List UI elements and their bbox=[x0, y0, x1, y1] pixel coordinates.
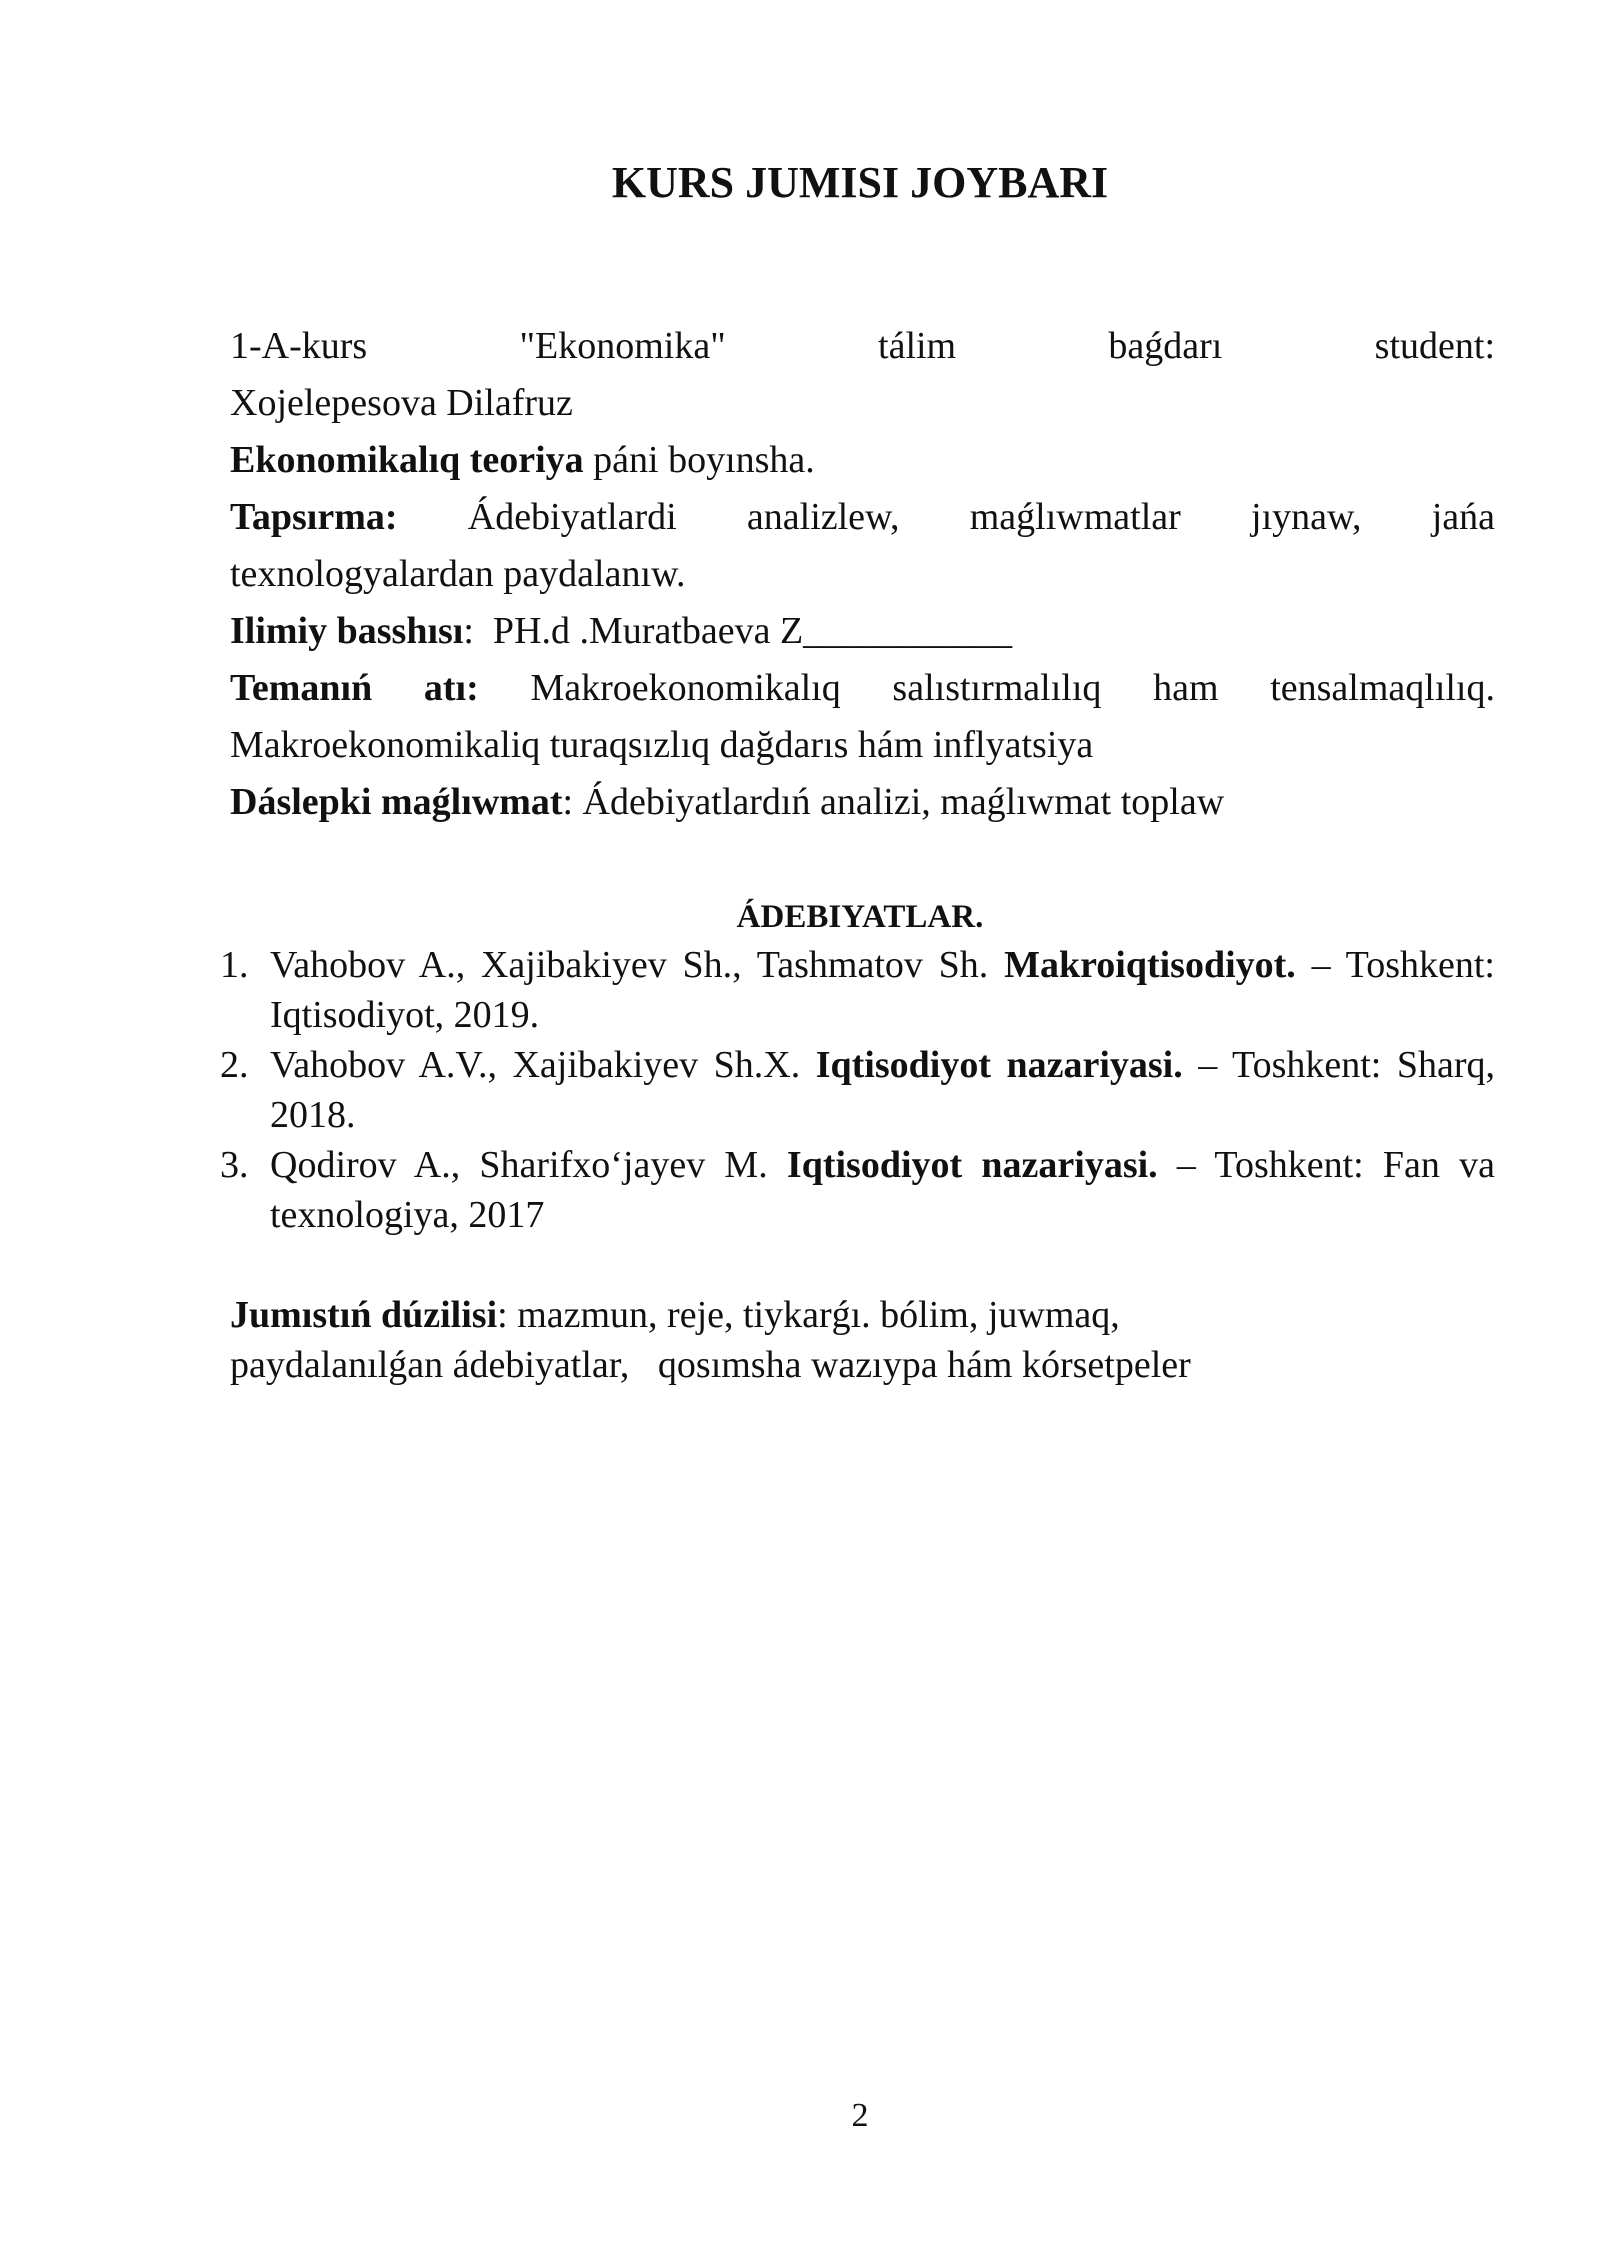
task-line-1 bbox=[230, 489, 1495, 546]
reference-authors: Vahobov A.V., Xajibakiyev Sh.X. bbox=[270, 1044, 816, 1086]
reference-title: Makroiqtisodiyot. bbox=[1004, 944, 1296, 986]
reference-authors: Qodirov A., Sharifxo‘jayev M. bbox=[270, 1144, 787, 1186]
reference-number: 2. bbox=[220, 1044, 249, 1086]
page-title: KURS JUMISI JOYBARI bbox=[611, 158, 1109, 207]
reference-item bbox=[220, 1040, 1495, 1140]
task-line-2: texnologyalardan paydalanıw. bbox=[230, 553, 686, 595]
task-label: Tapsırma: bbox=[230, 496, 398, 538]
references-heading: ÁDEBIYATLAR. bbox=[736, 899, 984, 935]
advisor-name: : PH.d .Muratbaeva Z___________ bbox=[463, 610, 1013, 652]
subject-name: Ekonomikalıq teoriya bbox=[230, 439, 584, 481]
theme-line bbox=[230, 660, 1495, 774]
reference-title: Iqtisodiyot nazariyasi. bbox=[786, 1144, 1158, 1186]
reference-publisher: – Toshkent: Iqtisodiyot, 2019. bbox=[270, 944, 1495, 1036]
specialty-word: "Ekonomika" bbox=[519, 325, 726, 367]
reference-number: 3. bbox=[220, 1144, 249, 1186]
theme-line-2: Makroekonomikaliq turaqsızlıq dağdarıs hám inflyatsiya bbox=[230, 724, 1094, 766]
student-line bbox=[230, 318, 1495, 432]
reference-number: 1. bbox=[220, 944, 249, 986]
reference-item bbox=[220, 940, 1495, 1040]
reference-authors: Vahobov A., Xajibakiyev Sh., Tashmatov Sh. bbox=[270, 944, 1005, 986]
course-word: 1-A-kurs bbox=[230, 325, 368, 367]
theme-line-1 bbox=[230, 660, 1495, 717]
structure-label: Jumıstıń dúzilisi bbox=[230, 1294, 498, 1336]
reference-item bbox=[220, 1140, 1495, 1240]
page-number: 2 bbox=[851, 2097, 869, 2134]
course-line bbox=[230, 318, 1495, 375]
subject-rest: páni boyınsha. bbox=[583, 439, 815, 481]
student-name: Xojelepesova Dilafruz bbox=[230, 382, 573, 424]
advisor-label: Ilimiy basshısı bbox=[230, 610, 464, 652]
reference-publisher: – Toshkent: Fan va texnologiya, 2017 bbox=[270, 1144, 1495, 1236]
theme-label: Temanıń atı: bbox=[230, 667, 479, 709]
advisor-line bbox=[230, 603, 1495, 660]
direction-word: baǵdarı bbox=[1108, 325, 1223, 367]
theme-text: Makroekonomikalıq salıstırmalılıq ham tensalmaqlılıq. bbox=[478, 667, 1495, 709]
subject-line bbox=[230, 432, 1495, 489]
initial-data-text: : Ádebiyatlardıń analizi, maǵlıwmat toplaw bbox=[562, 781, 1225, 823]
reference-title: Iqtisodiyot nazariyasi. bbox=[815, 1044, 1183, 1086]
student-word: student: bbox=[1374, 325, 1495, 367]
task-line bbox=[230, 489, 1495, 603]
task-text: Ádebiyatlardi analizlew, maǵlıwmatlar jıynaw, jańa bbox=[397, 496, 1495, 538]
structure-line-2: paydalanılǵan ádebiyatlar, qosımsha wazıypa hám kórsetpeler bbox=[230, 1344, 1191, 1386]
work-structure bbox=[230, 1290, 1495, 1390]
initial-data-label: Dáslepki maǵlıwmat bbox=[230, 781, 563, 823]
initial-data-line bbox=[230, 774, 1495, 831]
references-list bbox=[220, 940, 1495, 1240]
education-word: tálim bbox=[878, 325, 957, 367]
project-info bbox=[230, 318, 1495, 831]
reference-publisher: – Toshkent: Sharq, 2018. bbox=[270, 1044, 1495, 1136]
structure-line-1: : mazmun, reje, tiykarǵı. bólim, juwmaq, bbox=[497, 1294, 1120, 1336]
